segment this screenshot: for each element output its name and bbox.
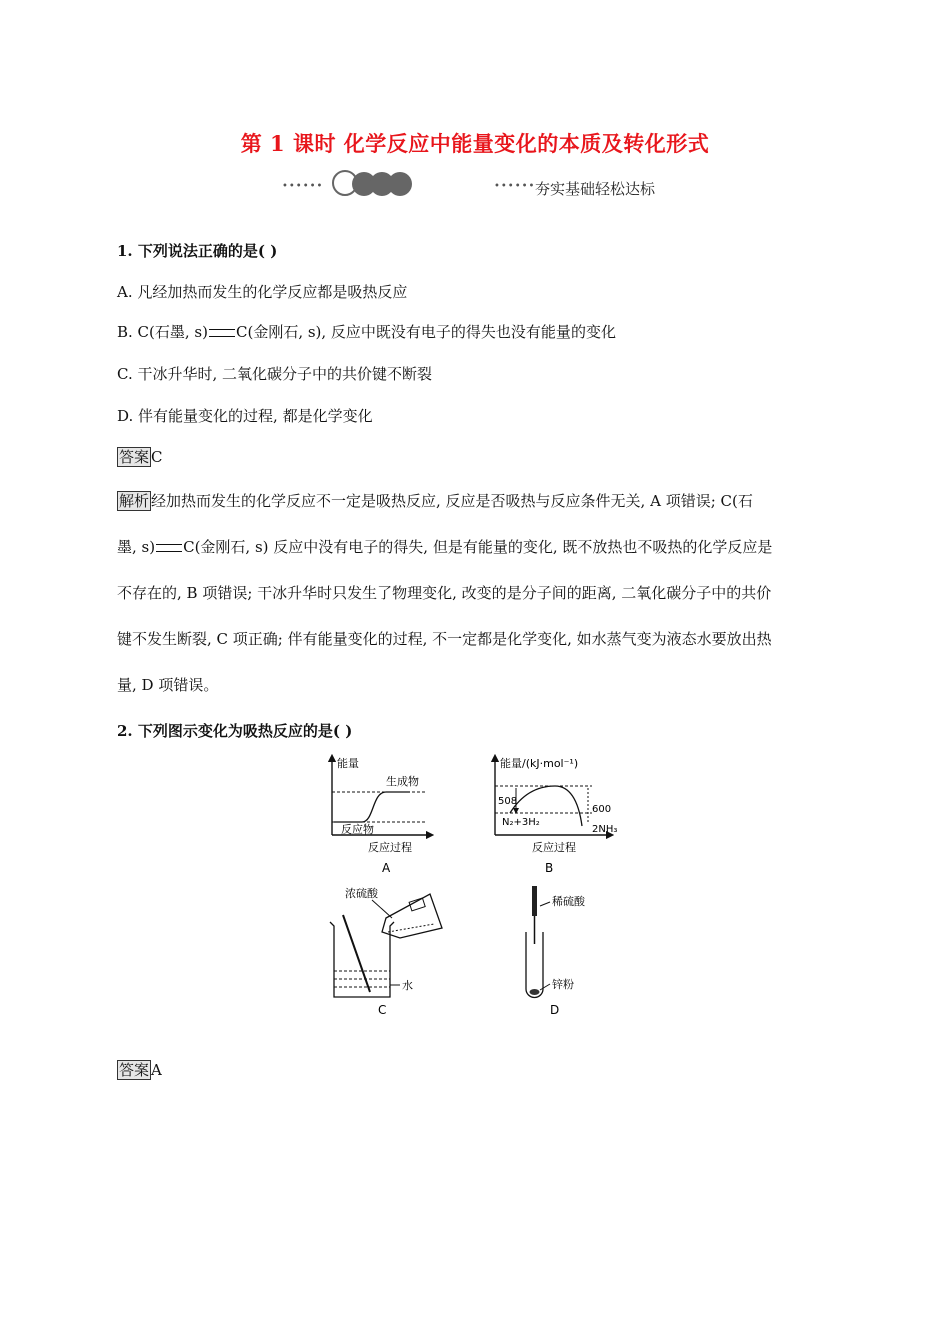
q1-stem: 1. 下列说法正确的是( ) <box>117 242 278 260</box>
figure-a-letter: A <box>382 861 391 875</box>
q1-option-a: A. 凡经加热而发生的化学反应都是吸热反应 <box>117 283 408 301</box>
figure-b-left-value: 508 <box>498 796 518 807</box>
figure-b-right-value: 600 <box>592 804 612 815</box>
analysis-text-1: 经加热而发生的化学反应不一定是吸热反应, 反应是否吸热与反应条件无关, A 项错误; C(石 <box>151 492 753 510</box>
q1-option-d: D. 伴有能量变化的过程, 都是化学变化 <box>117 407 373 425</box>
analysis-line-2 <box>117 524 833 570</box>
figure-a-ylabel: 能量 <box>337 757 359 770</box>
analysis-text-2a: 墨, s) <box>117 538 156 556</box>
analysis-line-1 <box>117 478 833 524</box>
dot-leader-right: •••••• <box>494 181 536 192</box>
q1-option-b <box>117 322 616 342</box>
analysis-line-3: 不存在的, B 项错误; 干冰升华时只发生了物理变化, 改变的是分子间的距离, 二氧化碳分子中的共价 <box>117 584 772 602</box>
section-banner <box>282 168 682 198</box>
figure-d-zinc-label: 锌粉 <box>552 978 574 991</box>
figure-d-test-tube <box>526 886 586 1017</box>
figure-a-product: 生成物 <box>386 775 419 788</box>
figure-a-energy-diagram <box>332 756 430 875</box>
answer-tag: 答案 <box>119 1061 150 1079</box>
figure-a-xlabel: 反应过程 <box>368 841 412 854</box>
answer-value: A <box>151 1061 162 1079</box>
figure-d-letter: D <box>550 1003 560 1017</box>
analysis-tag: 解析 <box>119 492 150 510</box>
banner-circles-icon <box>332 170 406 200</box>
dot-leader-left: •••••• <box>282 181 324 192</box>
figure-b-energy-diagram <box>495 756 617 875</box>
figure-b-product: 2NH₃ <box>592 824 618 835</box>
q2-stem: 2. 下列图示变化为吸热反应的是( ) <box>117 722 353 740</box>
q1-answer <box>117 447 163 467</box>
figure-b-ylabel: 能量/(kJ·mol⁻¹) <box>500 757 579 770</box>
figure-c-water-label: 水 <box>402 979 413 992</box>
banner-label: 夯实基础轻松达标 <box>535 180 656 198</box>
figure-b-reactant: N₂+3H₂ <box>502 817 540 828</box>
q2-answer <box>117 1060 162 1080</box>
figure-b-letter: B <box>545 861 554 875</box>
answer-value: C <box>151 448 163 466</box>
q1-option-b-pre: B. C(石墨, s) <box>117 323 208 341</box>
equals-sign-icon <box>156 544 182 552</box>
analysis-line-4: 键不发生断裂, C 项正确; 伴有能量变化的过程, 不一定都是化学变化, 如水蒸气变为液态水要放出热 <box>117 630 772 648</box>
figure-c-beaker <box>330 886 442 1017</box>
equals-sign-icon <box>209 329 235 337</box>
q1-option-c: C. 干冰升华时, 二氧化碳分子中的共价键不断裂 <box>117 365 433 383</box>
q2-figures <box>310 752 640 1027</box>
analysis-text-2b: C(金刚石, s) 反应中没有电子的得失, 但是有能量的变化, 既不放热也不吸热的化学反应是 <box>183 538 773 556</box>
analysis-line-5: 量, D 项错误。 <box>117 676 219 694</box>
answer-tag: 答案 <box>119 448 150 466</box>
figure-b-xlabel: 反应过程 <box>532 841 576 854</box>
figure-c-acid-label: 浓硫酸 <box>345 887 378 900</box>
figure-d-acid-label: 稀硫酸 <box>552 895 585 908</box>
figure-a-reactant: 反应物 <box>341 823 374 836</box>
q1-option-b-post: C(金刚石, s), 反应中既没有电子的得失也没有能量的变化 <box>235 323 616 341</box>
q1-analysis <box>117 478 833 708</box>
figure-c-letter: C <box>378 1003 387 1017</box>
page-title: 第 1 课时 化学反应中能量变化的本质及转化形式 <box>240 131 710 156</box>
